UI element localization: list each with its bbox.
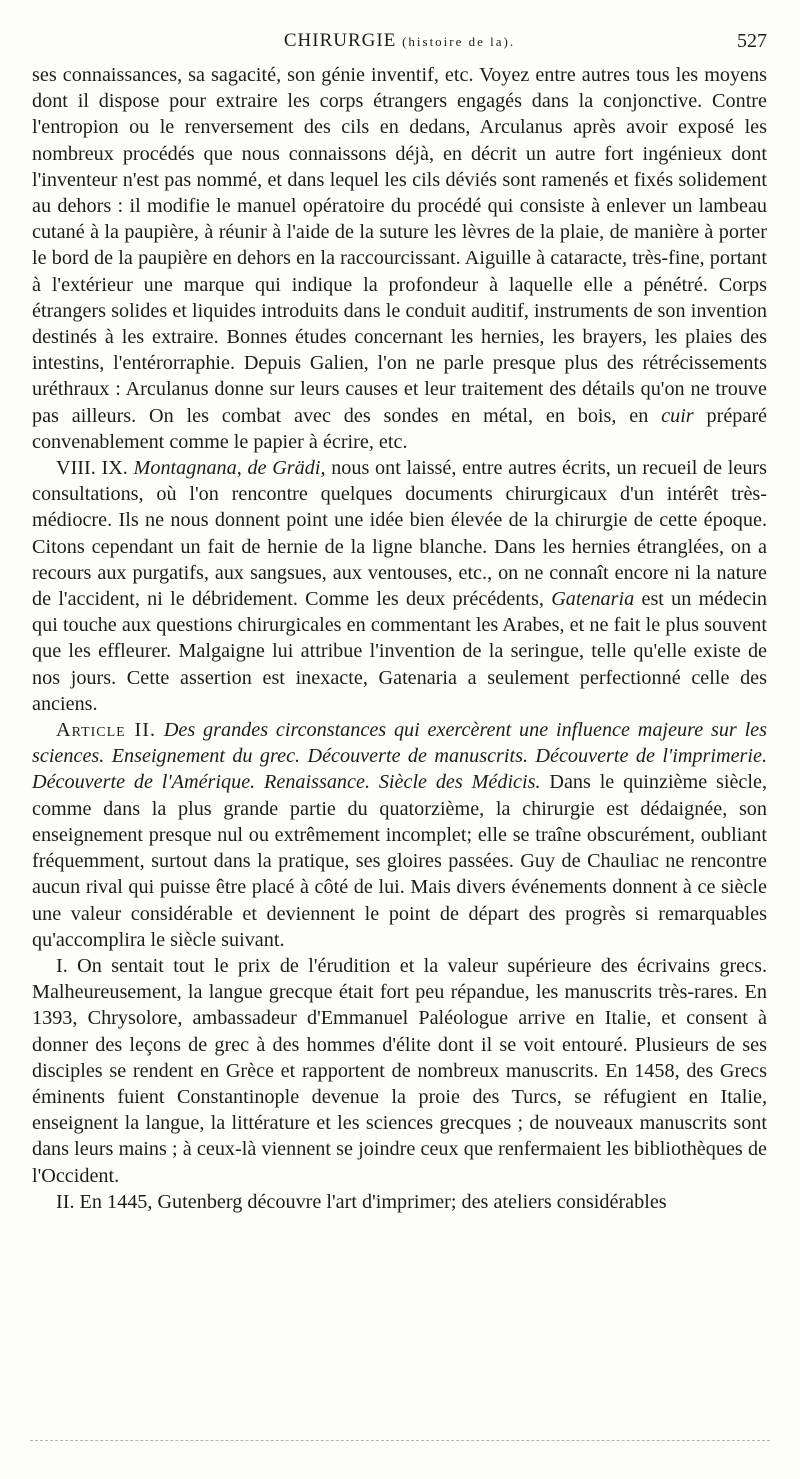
paragraph-text: est un médecin qui touche aux questions chirurgicales en commentant les Arabes, et ne fait le plus souvent que les effleurer. Malgaigne lui attribue l'invention de la seringue, telle qu'elle existe de nos jours. Cette assertion est inexacte, Gatenaria a seulement perfectionné celle des anciens. [32, 588, 768, 715]
paragraph-montagnana [32, 455, 767, 717]
paragraph-text: ses connaissances, sa sagacité, son génie inventif, etc. Voyez entre autres tous les moyens dont il dispose pour extraire les corps étrangers engagés dans la conjonctive. Contre l'entropion ou le renversement des cils en dedans, Arculanus après avoir exposé les nombreux procédés que nous connaissons déjà, en décrit un autre fort ingénieux dont l'inventeur n'est pas nommé, et dans lequel les cils déviés sont ramenés et fixés solidement au dehors : il modifie le manuel opératoire du procédé qui consiste à enlever un lambeau cutané à la paupière, à réunir à l'aide de la suture les lèvres de la plaie, de manière à porter le bord de la paupière en dehors en la raccourcissant. Aiguille à cataracte, très-fine, portant à l'extérieur une marque qui indique la profondeur à laquelle elle a pénétré. Corps étrangers solides et liquides introduits dans le conduit auditif, instruments de son invention destinés à les extraire. Bonnes études concernant les hernies, les brayers, les plaies des intestins, l'entérorraphie. Depuis Galien, l'on ne parle presque plus des rétrécissements uréthraux : Arculanus donne sur leurs causes et leur traitement des détails qu'on ne trouve pas ailleurs. On les combat avec des sondes en métal, en bois, en [32, 64, 767, 427]
running-title-main: CHIRURGIE [283, 30, 397, 51]
paragraph-greek-teaching: I. On sentait tout le prix de l'érudition et la valeur supérieure des écrivains grecs. Malheureusement, la langue grecque était fort peu répandue, les manuscrits très-rares. En 1393, Chrysolore, ambassadeur d'Emmanuel Paléologue arrive en Italie, et consent à donner des leçons de grec à des hommes d'élite dont il se voit entouré. Plusieurs de ses disciples se rendent en Grèce et rapportent de nombreux manuscrits. En 1458, des Grecs éminents fuient Constantinople devenue la proie des Turcs, se réfugient en Italie, enseignent la langue, la littérature et les sciences grecques ; de nouveaux manuscrits sont dans leurs mains ; à ceux-là viennent se joindre ceux que renfermaient les bibliothèques de l'Occident. [32, 954, 767, 1187]
italic-term: cuir [661, 404, 694, 427]
body-text [32, 62, 767, 1215]
paragraph-text: nous ont laissé, entre autres écrits, un recueil de leurs consultations, où l'on rencontre quelques documents chirurgicaux d'un intérêt très-médiocre. Ils ne nous donnent point une idée bien élevée de la chirurgie de cette époque. Citons cependant un fait de hernie de la ligne blanche. Dans les hernies étranglées, on a recours aux purgatifs, aux sangsues, aux ventouses, etc., on ne connaît encore ni la nature de l'accident, ni le débridement. Comme les deux précédents, [32, 457, 767, 611]
paragraph-arculanus [32, 62, 767, 455]
paragraph-text: Dans le quinzième siècle, comme dans la plus grande partie du quatorzième, la chirurgie est dédaignée, son enseignement presque nul ou extrêmement incomplet; elle se traîne obscurément, oubliant fréquemment, surtout dans la pratique, ses gloires passées. Guy de Chauliac ne rencontre aucun rival qui puisse être placé à côté de lui. Mais divers événements donnent à ce siècle une valeur considérable et deviennent le point de départ des progrès si remarquables qu'accomplira le siècle suivant. [32, 771, 768, 951]
running-header [32, 30, 767, 56]
paragraph-printing: II. En 1445, Gutenberg découvre l'art d'imprimer; des ateliers considérables [56, 1190, 667, 1213]
author-names: Montagnana, de Grädi, [133, 457, 326, 480]
page-number: 527 [737, 30, 767, 52]
paragraph-text: préparé convenablement comme le papier à écrire, etc. [32, 404, 768, 453]
article-label: Article II. [56, 719, 157, 742]
section-numeral: VIII. IX. [56, 457, 128, 480]
running-title [32, 30, 767, 52]
article-title: Des grandes circonstances qui exercèrent une influence majeure sur les sciences. Enseignement du grec. Découverte de manuscrits. Découverte de l'imprimerie. Découverte de l'Amérique. Renaissance. Siècle des Médicis. [32, 719, 768, 794]
paragraph-article-ii [32, 717, 767, 953]
author-name: Gatenaria [551, 588, 635, 611]
footer-rule [30, 1440, 770, 1441]
running-title-sub: (histoire de la). [402, 34, 516, 49]
